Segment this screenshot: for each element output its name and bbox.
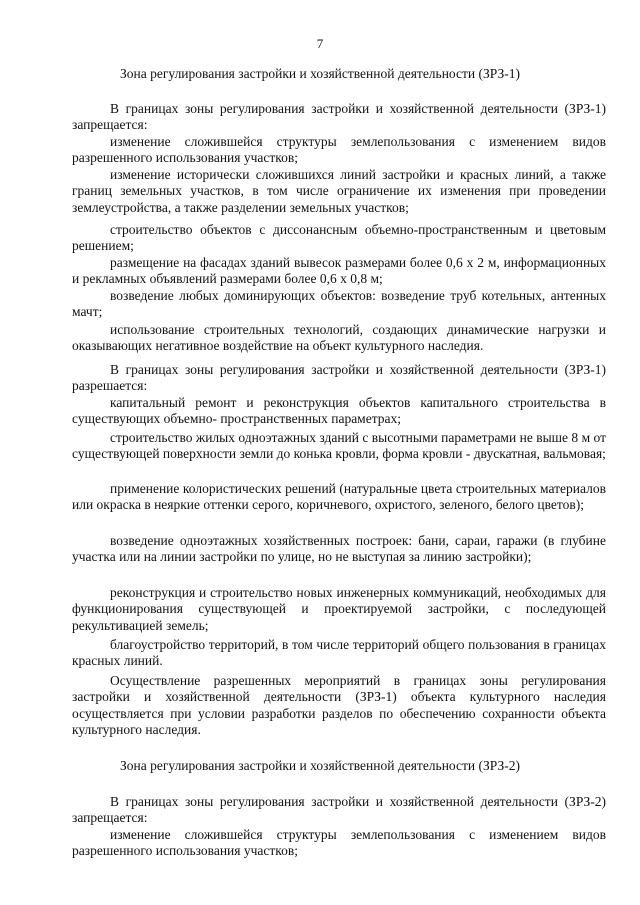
paragraph-zrz1-outbuildings: возведение одноэтажных хозяйственных построек: бани, сараи, гаражи (в глубине участка или на линии застройки по улице, но не выступая за линию застройки); bbox=[72, 533, 606, 565]
paragraph-zrz1-permitted-intro: В границах зоны регулирования застройки и хозяйственной деятельности (ЗРЗ-1) разрешается: bbox=[72, 362, 606, 394]
paragraph-zrz1-repair: капитальный ремонт и реконструкция объектов капитального строительства в существующих объемно- пространственных параметрах; bbox=[72, 395, 606, 427]
section-heading-zrz2: Зона регулирования застройки и хозяйственной деятельности (ЗРЗ-2) bbox=[120, 758, 520, 773]
paragraph-zrz2-prohibited-intro: В границах зоны регулирования застройки и хозяйственной деятельности (ЗРЗ-2) запрещается: bbox=[72, 794, 606, 826]
paragraph-zrz1-land-use: изменение сложившейся структуры землепользования с изменением видов разрешенного использования участков; bbox=[72, 134, 606, 166]
paragraph-zrz1-signage: размещение на фасадах зданий вывесок размерами более 0,6 х 2 м, информационных и рекламных объявлений размерами более 0,6 х 0,8 м; bbox=[72, 255, 606, 287]
paragraph-zrz1-residential: строительство жилых одноэтажных зданий с высотными параметрами не выше 8 м от существующей поверхности земли до конька кровли, форма кровли - двускатная, вальмовая; bbox=[72, 430, 606, 462]
paragraph-zrz1-technologies: использование строительных технологий, создающих динамические нагрузки и оказывающих негативное воздействие на объект культурного наследия. bbox=[72, 322, 606, 354]
paragraph-zrz1-dominant-objects: возведение любых доминирующих объектов: возведение труб котельных, антенных мачт; bbox=[72, 288, 606, 320]
paragraph-zrz2-land-use: изменение сложившейся структуры землепользования с изменением видов разрешенного использования участков; bbox=[72, 827, 606, 859]
paragraph-zrz1-landscaping: благоустройство территорий, в том числе территорий общего пользования в границах красных линий. bbox=[72, 637, 606, 669]
section-heading-zrz1: Зона регулирования застройки и хозяйственной деятельности (ЗРЗ-1) bbox=[120, 66, 520, 81]
paragraph-zrz1-prohibited-intro: В границах зоны регулирования застройки и хозяйственной деятельности (ЗРЗ-1) запрещается: bbox=[72, 101, 606, 133]
paragraph-zrz1-utilities: реконструкция и строительство новых инженерных коммуникаций, необходимых для функционирования существующей и проектируемой застройки, с последующей рекультивацией земель; bbox=[72, 585, 606, 633]
paragraph-zrz1-conditions: Осуществление разрешенных мероприятий в границах зоны регулирования застройки и хозяйственной деятельности (ЗРЗ-1) объекта культурного наследия осуществляется при условии разработки разделов по обеспечению сохранности объекта культурного наследия. bbox=[72, 673, 606, 738]
page-number: 7 bbox=[316, 36, 324, 51]
paragraph-zrz1-colors: применение колористических решений (натуральные цвета строительных материалов или окраска в неяркие оттенки серого, коричневого, охристого, зеленого, белого цветов); bbox=[72, 481, 606, 513]
paragraph-zrz1-dissonant-objects: строительство объектов с диссонансным объемно-пространственным и цветовым решением; bbox=[72, 222, 606, 254]
paragraph-zrz1-building-lines: изменение исторически сложившихся линий застройки и красных линий, а также границ земельных участков, в том числе ограничение их изменения при проведении землеустройства, а также разделении земельных участков; bbox=[72, 167, 606, 215]
